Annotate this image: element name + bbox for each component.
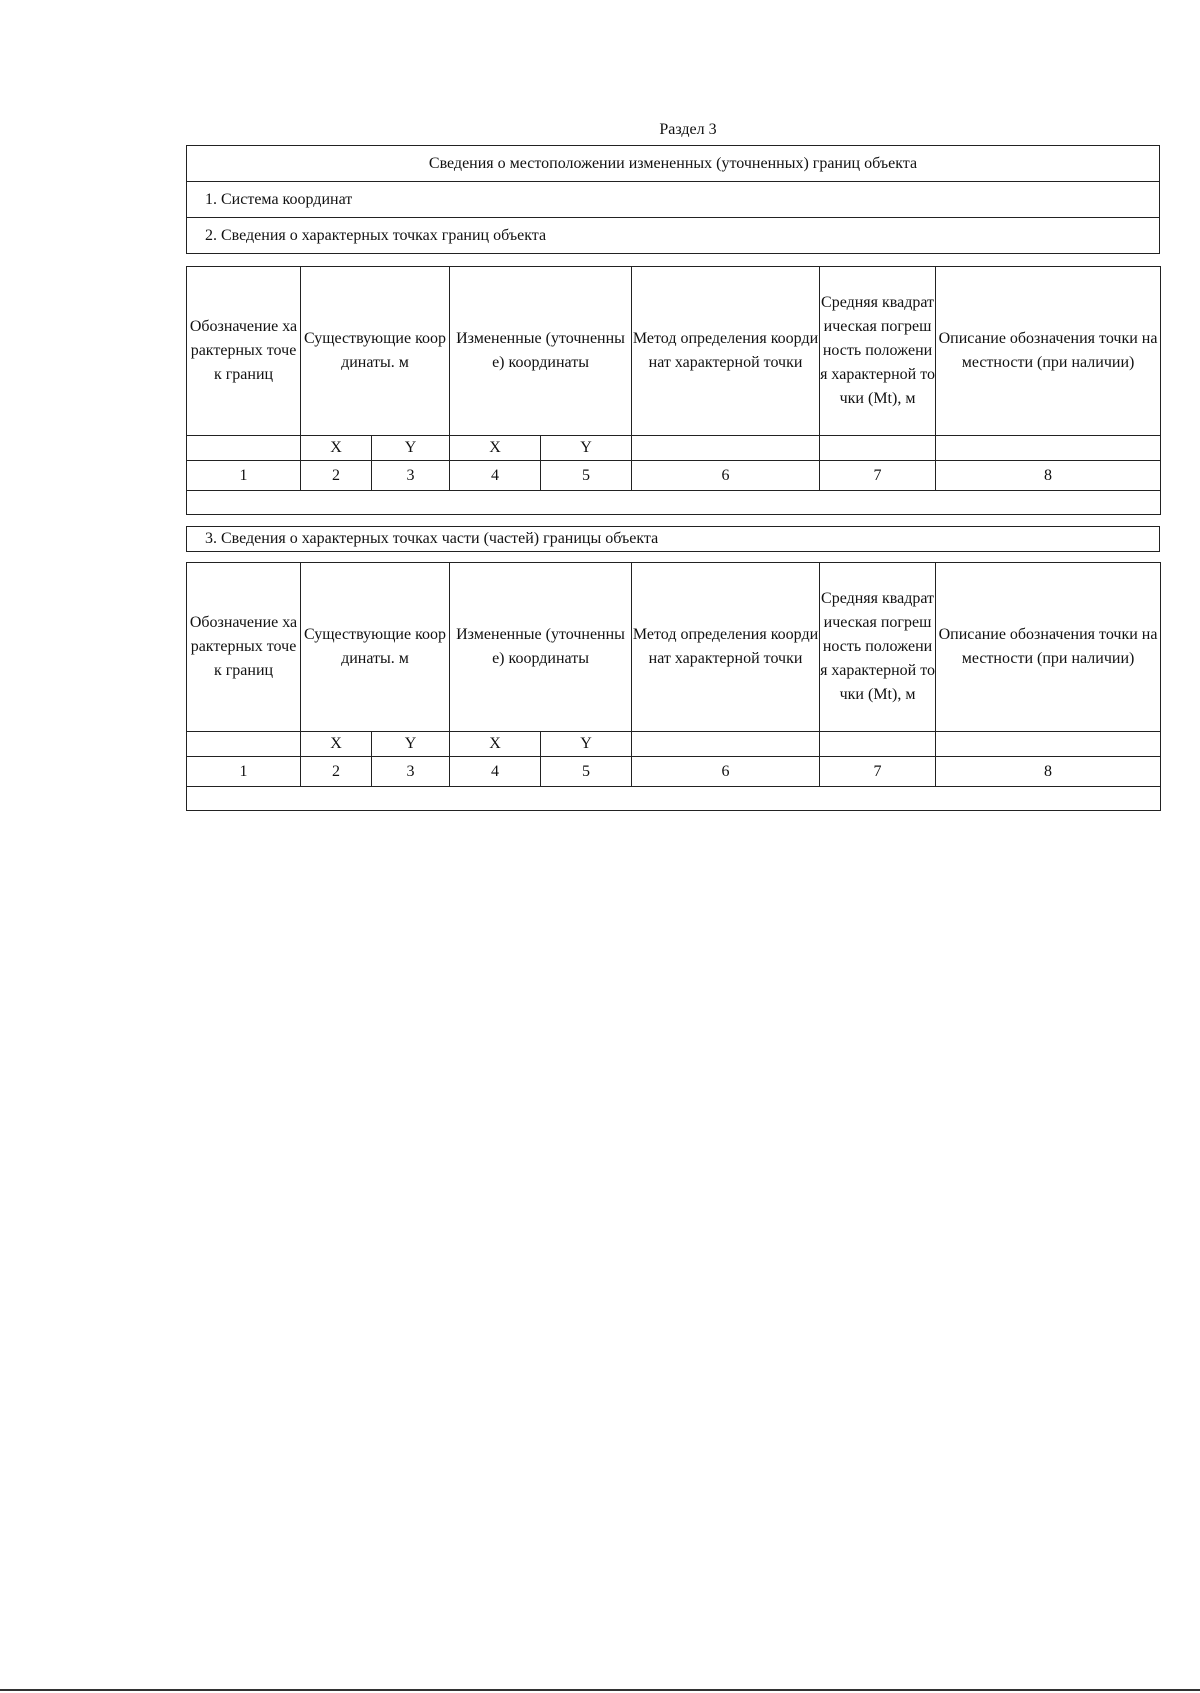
column-number: 8 (936, 461, 1161, 491)
xy-blank-cell (936, 732, 1161, 757)
column-number: 6 (632, 461, 820, 491)
header-method: Метод определения координат характерной точки (632, 267, 820, 436)
header-point-description: Описание обозначения точки на местности (при наличии) (936, 563, 1161, 732)
header-mean-square-error: Средняя квадратическая погрешность положения характерной точки (Mt), м (820, 267, 936, 436)
header-existing-coords: Существующие координаты. м (301, 563, 450, 732)
bottom-rule (0, 1689, 1200, 1691)
changed-y-label: Y (541, 436, 632, 461)
existing-x-label: X (301, 732, 372, 757)
header-point-designation: Обозначение характерных точек границ (187, 563, 301, 732)
column-number: 1 (187, 757, 301, 787)
empty-data-row (187, 491, 1161, 515)
column-number: 5 (541, 757, 632, 787)
header-mean-square-error: Средняя квадратическая погрешность положения характерной точки (Mt), м (820, 563, 936, 732)
existing-y-label: Y (372, 732, 450, 757)
boundary-points-table (186, 266, 1161, 515)
column-number: 7 (820, 461, 936, 491)
empty-data-row (187, 787, 1161, 811)
xy-blank-cell (820, 436, 936, 461)
existing-y-label: Y (372, 436, 450, 461)
header-point-description: Описание обозначения точки на местности (при наличии) (936, 267, 1161, 436)
column-number: 5 (541, 461, 632, 491)
part-boundary-points-table (186, 562, 1161, 811)
column-number: 6 (632, 757, 820, 787)
header-existing-coords: Существующие координаты. м (301, 267, 450, 436)
column-number: 3 (372, 461, 450, 491)
info-heading: Сведения о местоположении измененных (уточненных) границ объекта (187, 146, 1160, 182)
header-changed-coords: Измененные (уточненные) координаты (450, 267, 632, 436)
part-points-heading: 3. Сведения о характерных точках части (частей) границы объекта (187, 527, 1160, 552)
existing-x-label: X (301, 436, 372, 461)
xy-blank-cell (632, 732, 820, 757)
xy-blank-cell (632, 436, 820, 461)
xy-blank-cell (187, 436, 301, 461)
boundary-points-heading: 2. Сведения о характерных точках границ объекта (187, 218, 1160, 254)
xy-blank-cell (187, 732, 301, 757)
header-point-designation: Обозначение характерных точек границ (187, 267, 301, 436)
column-number: 7 (820, 757, 936, 787)
changed-x-label: X (450, 732, 541, 757)
header-changed-coords: Измененные (уточненные) координаты (450, 563, 632, 732)
changed-y-label: Y (541, 732, 632, 757)
section-title: Раздел 3 (659, 121, 717, 138)
header-method: Метод определения координат характерной точки (632, 563, 820, 732)
column-number: 2 (301, 461, 372, 491)
part-points-heading-box (186, 526, 1160, 552)
column-number: 2 (301, 757, 372, 787)
xy-blank-cell (936, 436, 1161, 461)
column-number: 1 (187, 461, 301, 491)
object-boundary-info-table (186, 145, 1160, 254)
changed-x-label: X (450, 436, 541, 461)
coordinate-system-row: 1. Система координат (187, 182, 1160, 218)
column-number: 4 (450, 757, 541, 787)
column-number: 3 (372, 757, 450, 787)
column-number: 8 (936, 757, 1161, 787)
xy-blank-cell (820, 732, 936, 757)
column-number: 4 (450, 461, 541, 491)
